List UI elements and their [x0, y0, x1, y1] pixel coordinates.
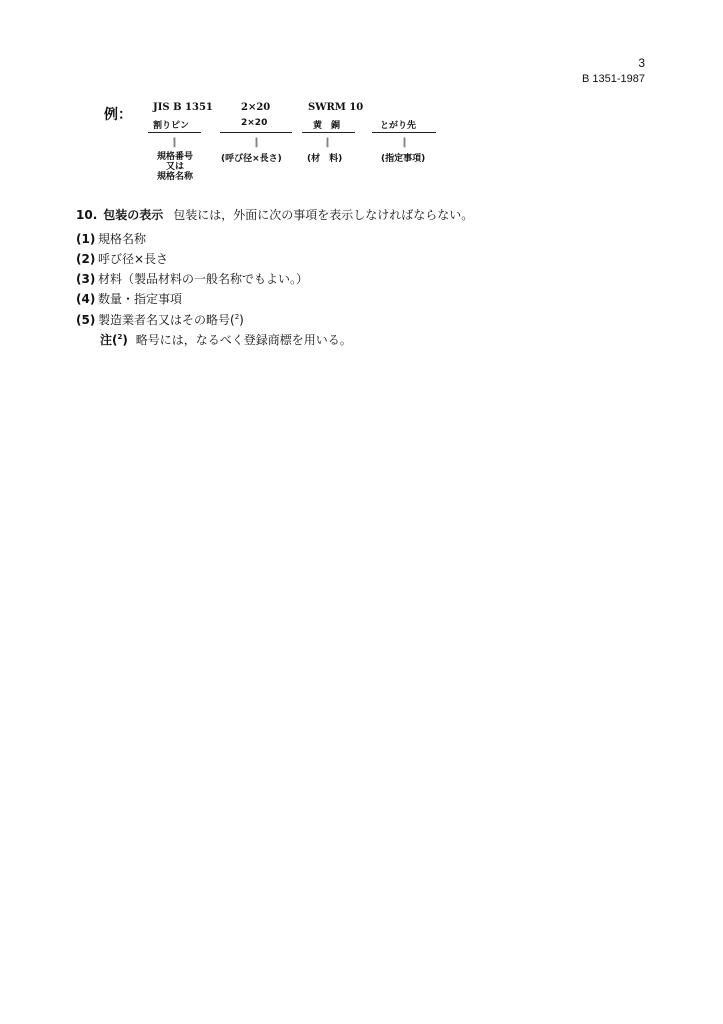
example-meaning-material: (材 料) [307, 154, 343, 164]
list-item [76, 270, 308, 287]
list-item-number: (1) [76, 232, 96, 246]
list-item-number: (4) [76, 292, 96, 306]
example-bar-designation: ‖ [403, 137, 406, 148]
example-label: 例： [104, 107, 132, 123]
example-underline-size [220, 132, 292, 133]
list-item [76, 311, 244, 328]
example-meaning-size: (呼び径×長さ) [221, 154, 282, 164]
section-number: 10. [76, 208, 98, 222]
list-item-number: (5) [76, 313, 96, 327]
section-title: 包装の表示 [103, 208, 164, 222]
page-number: 3 [638, 56, 645, 70]
list-item-text: 製造業者名又はその略号( [98, 313, 235, 327]
example-bar-size: ‖ [255, 137, 258, 148]
list-item-tail: ) [239, 313, 244, 327]
example-product-name: 割りピン [153, 121, 190, 131]
list-item-text: 呼び径×長さ [98, 252, 169, 266]
section-10-heading [76, 206, 473, 223]
list-item-number: (2) [76, 252, 96, 266]
example-meaning-spec [146, 152, 204, 182]
list-item-text: 規格名称 [98, 232, 147, 246]
example-underline-spec [148, 132, 201, 133]
footnote-ref: 2 [234, 313, 240, 321]
example-underline-designation [372, 132, 436, 133]
example-size-row2: 2×20 [241, 118, 268, 128]
footnote-text: 略号には，なるべく登録商標を用いる。 [135, 333, 352, 347]
document-id: B 1351-1987 [582, 73, 645, 85]
list-item [76, 230, 146, 247]
footnote-label-sup: 2 [117, 333, 123, 341]
example-bar-spec: ‖ [173, 137, 176, 148]
list-item [76, 250, 168, 267]
example-underline-material [302, 132, 355, 133]
footnote [100, 331, 352, 348]
example-spec-number: JIS B 1351 [153, 102, 213, 113]
meaning-spec-line2: 又は [165, 162, 184, 172]
example-size-row1: 2×20 [241, 102, 271, 113]
section-body: 包装には，外面に次の事項を表示しなければならない。 [173, 208, 474, 222]
footnote-label: 注( [100, 333, 118, 347]
example-meaning-designation: (指定事項) [381, 154, 426, 164]
meaning-spec-line1: 規格番号 [156, 152, 193, 162]
footnote-label-tail: ) [122, 333, 128, 347]
list-item-number: (3) [76, 272, 96, 286]
meaning-spec-line3: 規格名称 [156, 172, 193, 182]
example-material-code: SWRM 10 [308, 102, 364, 113]
example-bar-material: ‖ [326, 137, 329, 148]
example-material-name: 黄 銅 [313, 121, 341, 131]
list-item [76, 290, 182, 307]
list-item-text: 数量・指定事項 [98, 292, 183, 306]
example-designation: とがり先 [380, 121, 417, 131]
list-item-text: 材料（製品材料の一般名称でもよい。） [98, 272, 309, 286]
